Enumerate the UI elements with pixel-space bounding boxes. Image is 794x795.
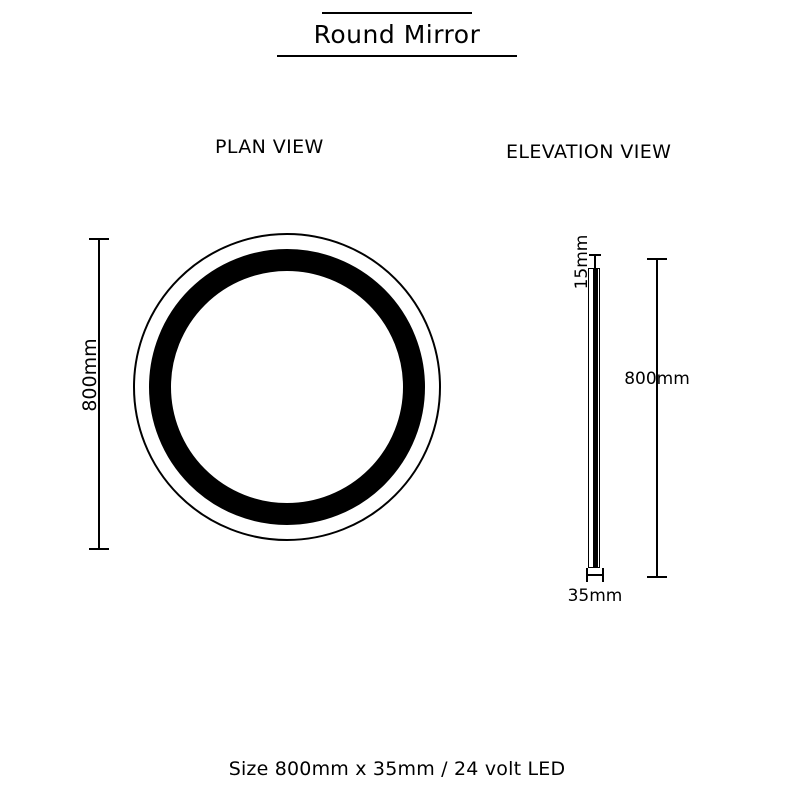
size-specification-note: Size 800mm x 35mm / 24 volt LED [228,758,566,780]
thickness-bottom-dimension-cap-right [602,568,604,582]
title-rule-top [322,12,472,14]
elevation-view-drawing [560,230,690,606]
thickness-top-dimension-line [594,255,596,269]
plan-view-diameter-dimension [80,238,120,550]
thickness-bottom-dimension-cap-left [586,568,588,582]
elevation-height-label: 800mm [624,369,690,389]
page-title: Round Mirror [313,20,481,49]
thickness-top-label: 15mm [572,234,592,290]
elevation-height-dimension-line [656,258,658,578]
plan-diameter-label: 800mm [79,338,101,412]
elevation-height-tick-bottom [647,576,667,578]
elevation-view-heading: ELEVATION VIEW [506,141,672,163]
mirror-led-ring-circle [149,249,425,525]
mirror-edge-fill [593,268,598,568]
dimension-tick-bottom [89,548,109,550]
title-block [0,12,794,57]
title-rule-bottom [277,55,517,57]
dimension-tick-top [89,238,109,240]
plan-view-mirror-drawing [133,233,445,545]
thickness-bottom-label: 35mm [567,586,623,606]
plan-view-heading: PLAN VIEW [215,136,324,158]
elevation-height-tick-top [647,258,667,260]
